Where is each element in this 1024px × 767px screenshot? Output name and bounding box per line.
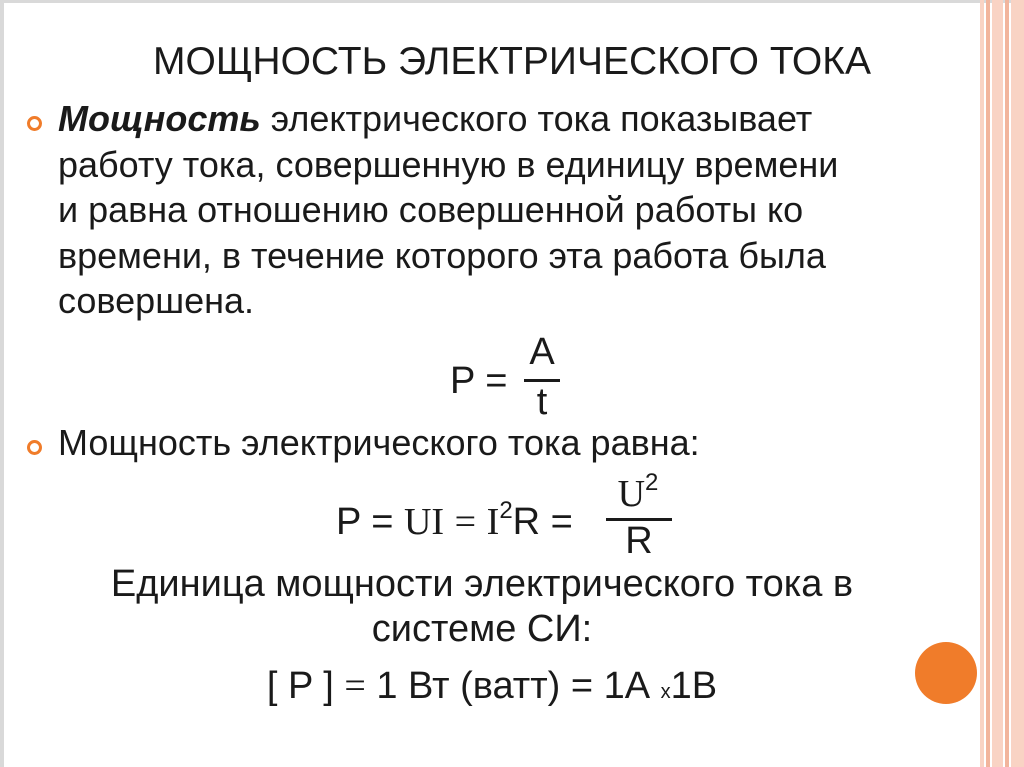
bullet1-line2: работу тока, совершенную в единицу времени bbox=[58, 143, 839, 185]
unit-formula-last: 1В bbox=[670, 665, 718, 707]
formula2-numerator bbox=[606, 469, 670, 516]
stripe bbox=[992, 0, 1003, 767]
bullet1-line3: и равна отношению совершенной работы ко bbox=[58, 189, 804, 230]
unit-formula-eq: = bbox=[344, 665, 366, 707]
decorative-stripes bbox=[980, 0, 1024, 767]
bullet1-line4: времени, в течение которого эта работа была bbox=[58, 234, 826, 276]
bullet1-line5: совершена. bbox=[58, 280, 254, 321]
formula2-num-u: U bbox=[617, 473, 646, 515]
stripe bbox=[980, 0, 984, 767]
si-unit-line1: Единица мощности электрического тока в bbox=[110, 563, 854, 605]
unit-formula-left: [ P ] bbox=[266, 665, 334, 707]
slide-frame-top bbox=[0, 0, 1024, 3]
formula2-i-power: 2 bbox=[499, 497, 513, 524]
formula2-main bbox=[336, 497, 573, 544]
stripe bbox=[1005, 0, 1009, 767]
si-unit-line2: системе СИ: bbox=[371, 608, 593, 650]
slide-frame-left bbox=[0, 0, 4, 767]
formula1-numerator: A bbox=[529, 331, 555, 373]
formula2-p-eq: P = bbox=[336, 501, 394, 543]
bullet1-line1 bbox=[58, 96, 838, 142]
bullet-icon bbox=[27, 440, 42, 455]
bullet2-text: Мощность электрического тока равна: bbox=[58, 422, 700, 463]
formula1-denominator: t bbox=[536, 381, 548, 423]
orange-circle-decoration bbox=[915, 642, 977, 704]
bullet1-line1-text: электрического тока показывает bbox=[260, 98, 813, 139]
stripe bbox=[1011, 0, 1024, 767]
bullet1-paragraph bbox=[58, 96, 838, 324]
unit-formula-times: х bbox=[660, 681, 671, 703]
slide-title: МОЩНОСТЬ ЭЛЕКТРИЧЕСКОГО ТОКА bbox=[153, 40, 871, 83]
formula2-eq: = bbox=[454, 501, 477, 543]
formula2-denominator: R bbox=[625, 520, 653, 562]
bold-term: Мощность bbox=[58, 98, 261, 139]
si-unit-formula bbox=[0, 664, 1004, 708]
stripe bbox=[986, 0, 990, 767]
formula1-lhs: P = bbox=[450, 360, 508, 402]
formula2-ui: UI bbox=[403, 501, 445, 543]
formula2-i: I bbox=[486, 501, 500, 543]
bullet-icon bbox=[27, 116, 42, 131]
formula2-num-power: 2 bbox=[645, 469, 659, 496]
formula2-r-eq: R = bbox=[512, 501, 573, 543]
unit-formula-right: 1 Вт (ватт) = 1А bbox=[376, 665, 651, 707]
